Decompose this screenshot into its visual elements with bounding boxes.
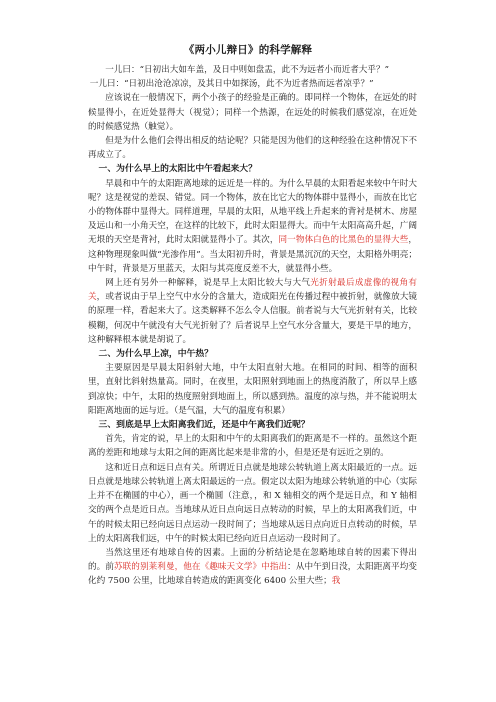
highlight-text: 苏联的别莱利曼，他在《趣味天文学》中指出: [113, 562, 288, 573]
document-title: 《两小儿辩日》的科学解释: [183, 44, 313, 56]
highlight-text: 光折射最后成虚像的视角有关: [88, 278, 417, 303]
highlight-text: 我: [331, 576, 341, 587]
paragraph-10: 当然这里还有地球自传的因素。上面的分析结论是在忽略地球自转的因素下得出的。前苏联的别莱利曼，他在《趣味天文学》中指出：从中午到日没，太阳距离平均变化约 7500 公里，比地球自转造成的距离变化 6400 公里大些；我: [88, 547, 417, 587]
section-heading-3: 三、到底是早上太阳离我们近，还是中午离我们近呢？: [98, 420, 310, 431]
paragraph-4: 但是为什么他们会得出相反的结论呢？只能是因为他们的这种经验在这种情况下不再成立了。: [88, 136, 417, 161]
highlight-text: 同一物体白色的比黑色的显得大些: [278, 235, 409, 246]
section-heading-2: 二、为什么早上凉，中午热？: [98, 349, 213, 360]
paragraph-8: 首先，肯定的说，早上的太阳和中午的太阳离我们的距离是不一样的。虽然这个距离的差距和地球与太阳之间的距离比起来是非常的小，但是还是有远近之别的。: [88, 434, 417, 459]
paragraph-9: 这和近日点和远日点有关。所谓近日点就是地球公转轨道上离太阳最近的一点。远日点就是地球公转轨道上离太阳最远的一点。假定以太阳为地球公转轨道的中心（实际上并不在椭圆的中心），画一个椭圆（注意，，和 X 轴相交的两个是远日点，和 Y 轴相交的两个点是近日点。当地球从近日点向远日点转动的时候，早上的太阳离我们近，中午的时候太阳已经向远日点运动一段时间了；当地球从远日点向近日点转动的时候，早上的太阳离我们远，中午的时候太阳已经向近日点运动一段时间了。: [88, 462, 417, 544]
paragraph-5: 早晨和中午的太阳距离地球的远近是一样的。为什么早晨的太阳看起来较中午时大呢？这是视觉的差误、错觉。同一个物体，放在比它大的物体群中显得小，而放在比它小的物体群中显得大。同样道理，早晨的太阳，从地平线上升起来的背衬是树木、房屋及远山和一小角天空，在这样的比较下，此时太阳显得大。而中午太阳高高升起，广阔无垠的天空是背衬，此时太阳就显得小了。其次，同一物体白色的比黑色的显得大些，这种物理现象叫做“光渗作用”。当太阳初升时，背景是黑沉沉的天空，太阳格外明亮；中午时，背景是万里蓝天，太阳与其亮度反差不大，就显得小些。: [88, 178, 417, 274]
paragraph-7: 主要原因是早晨太阳斜射大地，中午太阳直射大地。在相同的时间、相等的面积里，直射比斜射热量高。同时，在夜里，太阳照射到地面上的热度消散了，所以早上感到凉快；中午，太阳的热度照射到地面上，所以感到热。温度的凉与热，并不能说明太阳距离地面的远与近。（是气温，大气的温度有积累）: [88, 363, 417, 416]
section-heading-1: 一、为什么早上的太阳比中午看起来大？: [98, 164, 257, 175]
paragraph-quote-1: 一儿曰：“日初出大如车盖，及日中则如盘盂，此不为远者小而近者大乎？”: [105, 65, 389, 75]
paragraph-6: 网上还有另外一种解释，说是早上太阳比较大与大气光折射最后成虚像的视角有关，或者说由于早上空气中水分的含量大，造成阳光在传播过程中被折射，就像放大镜的原理一样，看起来大了。这类解释不怎么令人信服。前者说与大气光折射有关，比较模糊，何况中午就没有大气光折射了？后者说早上空气水分含量大，要是干旱的地方，这种解释根本就是胡说了。: [88, 278, 417, 345]
paragraph-quote-2: 一儿曰：“日初出沧沧凉凉，及其日中如探汤，此不为近者热而远者凉乎？”: [89, 79, 374, 90]
document-body: [88, 63, 417, 589]
paragraph-3: 应该说在一般情况下，两个小孩子的经验是正确的。即同样一个物体，在远处的时候显得小，在近处显得大（视觉）；同样一个热源，在远处的时候我们感觉凉，在近处的时候感觉热（触觉）。: [88, 93, 417, 132]
